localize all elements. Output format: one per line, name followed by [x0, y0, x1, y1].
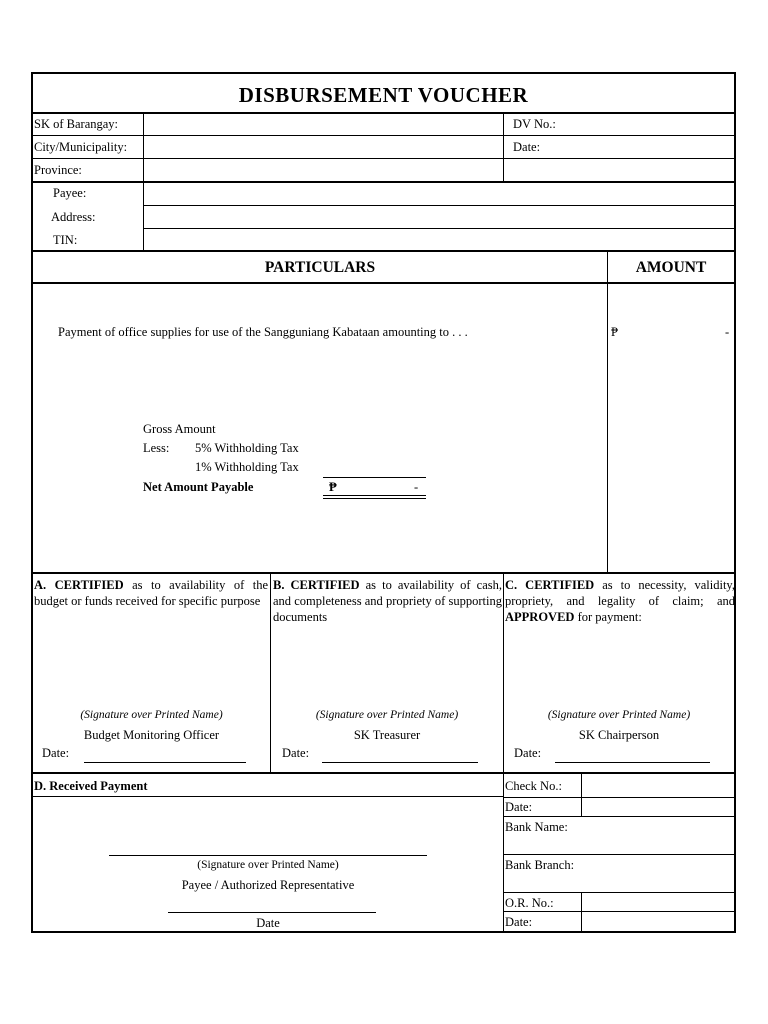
divider — [33, 181, 734, 183]
divider — [33, 158, 734, 159]
sk-barangay-label: SK of Barangay: — [34, 117, 119, 131]
budget-officer-role: Budget Monitoring Officer — [83, 728, 220, 742]
amount-currency: ₱ — [611, 325, 618, 339]
date-label-a: Date: — [42, 746, 70, 760]
form-title: DISBURSEMENT VOUCHER — [238, 83, 529, 107]
divider — [503, 892, 734, 893]
divider — [503, 797, 734, 798]
dv-no-label: DV No.: — [513, 117, 556, 131]
divider — [33, 796, 503, 797]
divider — [143, 205, 734, 206]
signature-caption-d: (Signature over Printed Name) — [197, 859, 339, 871]
divider — [143, 228, 734, 229]
payee-representative-role: Payee / Authorized Representative — [181, 878, 355, 892]
divider — [33, 282, 734, 284]
payee-date-label: Date — [256, 916, 280, 930]
divider — [503, 911, 734, 912]
signature-caption-b: (Signature over Printed Name) — [315, 709, 459, 721]
divider — [33, 135, 734, 136]
net-currency: ₱ — [329, 480, 337, 494]
net-amount-label: Net Amount Payable — [143, 480, 254, 494]
divider — [33, 772, 734, 774]
received-payment-heading: D. Received Payment — [34, 779, 148, 793]
signature-caption-a: (Signature over Printed Name) — [80, 709, 223, 721]
divider — [270, 572, 271, 772]
particulars-description: Payment of office supplies for use of the Sangguniang Kabataan amounting to . . . — [58, 325, 468, 339]
tin-label: TIN: — [53, 233, 78, 247]
divider — [503, 816, 734, 817]
total-double-line — [323, 495, 426, 496]
particulars-heading: PARTICULARS — [264, 259, 376, 276]
certification-c-text: C. CERTIFIED as to necessity, validity, propriety, and legality of claim; and APPROVED for payment: — [505, 578, 735, 624]
divider — [581, 892, 582, 931]
date-line-a — [84, 762, 246, 763]
divider — [581, 772, 582, 816]
total-double-line — [323, 498, 426, 499]
payee-date-line — [168, 912, 376, 913]
amount-value: - — [725, 325, 730, 339]
divider — [503, 112, 504, 182]
certification-a-text: A. CERTIFIED as to availability of the budget or funds received for specific purpose — [34, 578, 268, 608]
check-date-label: Date: — [505, 800, 533, 814]
payee-label: Payee: — [53, 186, 87, 200]
date-label: Date: — [513, 140, 541, 154]
divider — [33, 572, 734, 574]
certification-b-text: B. CERTIFIED as to availability of cash, and completeness and propriety of supporting documents — [273, 578, 502, 624]
or-date-label: Date: — [505, 915, 533, 929]
withholding-5-label: 5% Withholding Tax — [195, 441, 299, 455]
payee-signature-line — [109, 855, 427, 856]
bank-name-label: Bank Name: — [505, 820, 568, 834]
subtotal-line — [323, 477, 426, 478]
divider — [33, 250, 734, 252]
treasurer-role: SK Treasurer — [353, 728, 421, 742]
date-line-b — [322, 762, 478, 763]
divider — [503, 854, 734, 855]
province-label: Province: — [34, 163, 82, 177]
disbursement-voucher-form — [31, 72, 736, 933]
date-label-b: Date: — [282, 746, 310, 760]
or-no-label: O.R. No.: — [505, 896, 554, 910]
date-label-c: Date: — [514, 746, 542, 760]
net-value: - — [414, 480, 419, 494]
bank-branch-label: Bank Branch: — [505, 858, 575, 872]
city-municipality-label: City/Municipality: — [34, 140, 128, 154]
amount-heading: AMOUNT — [635, 259, 707, 276]
address-label: Address: — [51, 210, 96, 224]
divider — [607, 250, 608, 572]
divider — [33, 112, 734, 114]
check-no-label: Check No.: — [505, 779, 562, 793]
date-line-c — [555, 762, 710, 763]
chairperson-role: SK Chairperson — [578, 728, 660, 742]
divider — [143, 112, 144, 250]
withholding-1-label: 1% Withholding Tax — [195, 460, 299, 474]
gross-amount-label: Gross Amount — [143, 422, 216, 436]
divider — [503, 572, 504, 931]
signature-caption-c: (Signature over Printed Name) — [547, 709, 691, 721]
less-label: Less: — [143, 441, 170, 455]
